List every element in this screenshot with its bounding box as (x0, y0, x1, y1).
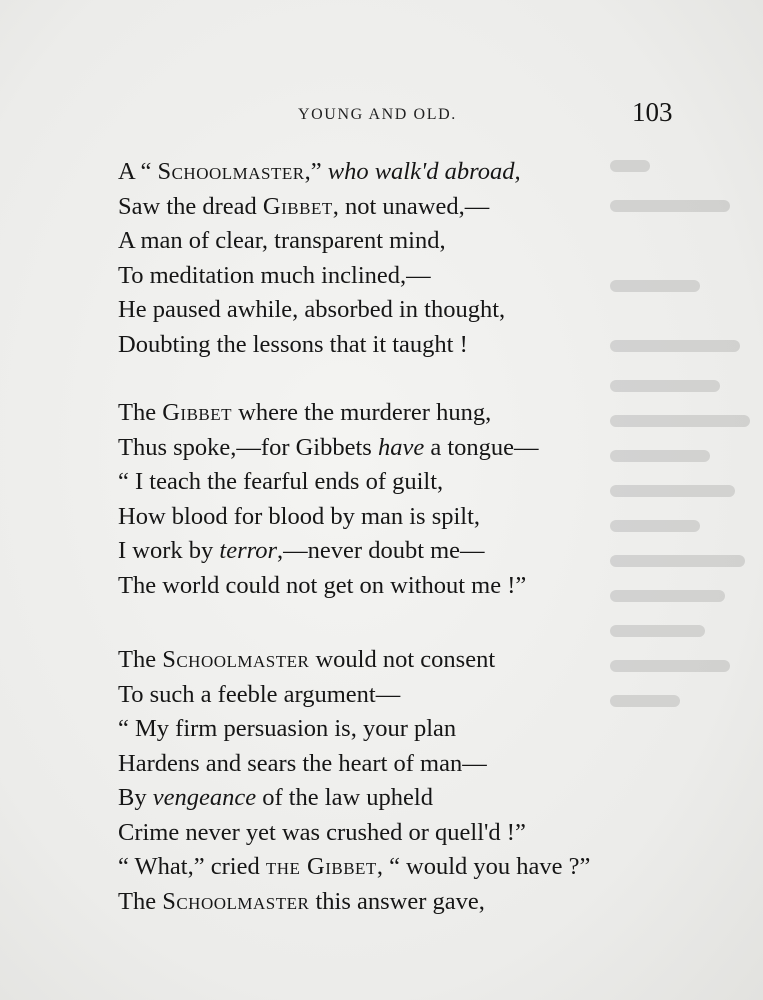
stanza-2 (118, 396, 539, 603)
italic-text: who walk'd abroad, (327, 158, 521, 185)
poem-line (118, 781, 590, 816)
small-caps-text: Gibbet (162, 399, 233, 426)
line-text: would not consent (309, 646, 496, 673)
line-text: where the murderer hung, (232, 399, 492, 426)
poem-line (118, 534, 539, 569)
small-caps-text: Schoolmaster (162, 887, 310, 915)
running-head: YOUNG AND OLD. (298, 106, 457, 123)
line-text: , “ would you have ?” (376, 853, 591, 880)
show-through-text (610, 140, 760, 760)
line-text: Hardens and sears the heart of man— (118, 749, 487, 777)
poem-line (118, 885, 590, 920)
poem-line (118, 431, 539, 466)
poem-line (118, 293, 521, 328)
line-text: a tongue— (424, 433, 539, 461)
line-text: To such a feeble argument— (118, 680, 401, 708)
small-caps-text: Gibbet (262, 192, 333, 220)
poem-line (118, 224, 521, 259)
small-caps-text: Schoolmaster (162, 646, 310, 673)
small-caps-text: the Gibbet (265, 853, 377, 880)
page-header (0, 97, 763, 133)
italic-text: vengeance (152, 784, 257, 811)
line-text: Crime never yet was crushed or quell'd !” (118, 818, 526, 846)
line-text: To meditation much inclined,— (118, 261, 431, 289)
line-text: of the law upheld (256, 784, 433, 811)
line-text: He paused awhile, absorbed in thought, (118, 296, 506, 323)
line-text: “ My firm persuasion is, your plan (118, 715, 457, 742)
line-text: The (118, 887, 163, 915)
poem-line (118, 816, 590, 851)
stanza-3 (118, 643, 590, 919)
italic-text: have (377, 433, 425, 461)
line-text: How blood for blood by man is spilt, (118, 502, 481, 530)
poem-line (118, 678, 590, 713)
poem-line (118, 259, 521, 294)
poem-line (118, 190, 521, 225)
line-text: A “ (118, 158, 158, 185)
line-text: The world could not get on without me !” (118, 571, 527, 599)
poem-line (118, 465, 539, 500)
page-number: 103 (632, 97, 673, 127)
poem-line (118, 155, 521, 190)
stanza-1 (118, 155, 521, 362)
line-text: The (118, 646, 163, 673)
poem-line (118, 747, 590, 782)
poem-line (118, 643, 590, 678)
poem-line (118, 396, 539, 431)
line-text: this answer gave, (309, 887, 485, 915)
poem-line (118, 500, 539, 535)
line-text: The (118, 399, 163, 426)
line-text: A man of clear, transparent mind, (118, 227, 446, 254)
italic-text: terror (219, 537, 278, 564)
line-text: “ I teach the fearful ends of guilt, (118, 468, 444, 495)
line-text: Thus spoke,—for Gibbets (118, 433, 378, 461)
line-text: By (118, 784, 153, 811)
line-text: ,—never doubt me— (277, 537, 485, 564)
poem-line (118, 328, 521, 363)
line-text: Saw the dread (118, 192, 263, 220)
poem-line (118, 712, 590, 747)
line-text: , not unawed,— (332, 192, 490, 220)
line-text: ,” (304, 158, 328, 185)
poem-line (118, 850, 590, 885)
poem-line (118, 569, 539, 604)
line-text: I work by (118, 537, 220, 564)
line-text: “ What,” cried (118, 853, 266, 880)
small-caps-text: Schoolmaster (157, 158, 305, 185)
line-text: Doubting the lessons that it taught ! (118, 330, 468, 358)
